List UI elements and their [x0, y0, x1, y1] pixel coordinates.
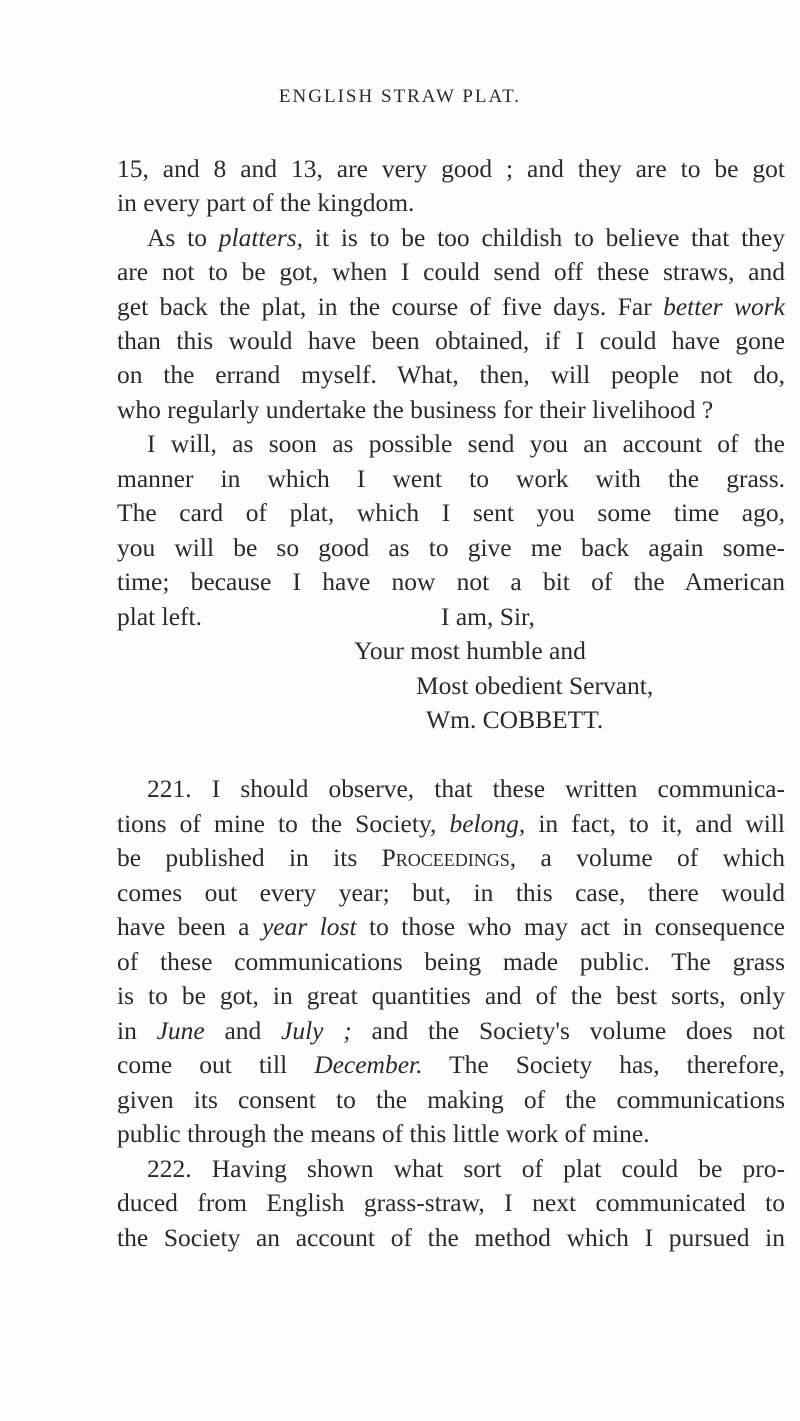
text-run: and: [204, 1016, 282, 1045]
salutation: I am, Sir,: [441, 602, 535, 631]
text-run: it is to be too childish to believe that they: [303, 223, 785, 252]
text-line: given its consent to the making of the communications: [117, 1085, 785, 1114]
text-line: the Society an account of the method which I pursued in: [117, 1223, 785, 1252]
italic-word: year lost: [261, 912, 357, 941]
signoff-line: Your most humble and: [354, 636, 586, 665]
text-run: to those who may act in consequence: [356, 912, 785, 941]
text-line: 222. Having shown what sort of plat could be pro-: [147, 1154, 785, 1183]
text-run: have been a: [117, 912, 262, 941]
text-line: public through the means of this little work of mine.: [117, 1119, 650, 1148]
text-line: you will be so good as to give me back again some-: [117, 533, 785, 562]
smallcaps-word: Proceedings: [381, 843, 510, 872]
italic-word: December.: [314, 1050, 423, 1079]
text-line: comes out every year; but, in this case, there would: [117, 878, 785, 907]
text-line: [117, 910, 785, 944]
text-line: duced from English grass-straw, I next communicated to: [117, 1188, 785, 1217]
text-line: who regularly undertake the business for their livelihood ?: [117, 395, 714, 424]
text-run: get back the plat, in the course of five days. Far: [117, 292, 664, 321]
text-line: [147, 221, 785, 255]
signature: Wm. COBBETT.: [426, 705, 604, 734]
italic-word: better work: [663, 292, 785, 321]
text-line: 15, and 8 and 13, are very good ; and they are to be got: [117, 154, 785, 183]
text-run: and the Society's volume does not: [351, 1016, 785, 1045]
text-line: [117, 841, 785, 875]
running-header: ENGLISH STRAW PLAT.: [278, 86, 522, 107]
text-line: manner in which I went to work with the grass.: [117, 464, 785, 493]
text-line: The card of plat, which I sent you some time ago,: [117, 498, 785, 527]
text-run: As to: [147, 223, 219, 252]
text-line: time; because I have now not a bit of the American: [117, 567, 785, 596]
text-run: The Society has, therefore,: [422, 1050, 785, 1079]
italic-word: June: [156, 1016, 205, 1045]
text-run: come out till: [117, 1050, 315, 1079]
text-line: in every part of the kingdom.: [117, 188, 415, 217]
text-run: in: [117, 1016, 157, 1045]
text-run: , a volume of which: [509, 843, 785, 872]
text-run: tions of mine to the Society,: [117, 809, 450, 838]
text-line: than this would have been obtained, if I could have gone: [117, 326, 785, 355]
text-run: in fact, to it, and will: [525, 809, 785, 838]
text-run: be published in its: [117, 843, 382, 872]
text-line: plat left.: [117, 602, 202, 631]
text-line: are not to be got, when I could send off these straws, and: [117, 257, 785, 286]
text-line: [117, 1014, 785, 1048]
italic-word: belong,: [449, 809, 526, 838]
text-line: is to be got, in great quantities and of the best sorts, only: [117, 981, 785, 1010]
text-line: of these communications being made public. The grass: [117, 947, 785, 976]
italic-word: platters,: [218, 223, 304, 252]
signoff-line: Most obedient Servant,: [416, 671, 654, 700]
text-line: [117, 807, 785, 841]
text-line: [117, 290, 785, 324]
text-line: 221. I should observe, that these written communica-: [147, 774, 785, 803]
text-line: on the errand myself. What, then, will people not do,: [117, 360, 785, 389]
italic-word: July ;: [281, 1016, 352, 1045]
text-line: [117, 1048, 785, 1082]
text-line: I will, as soon as possible send you an account of the: [147, 429, 785, 458]
